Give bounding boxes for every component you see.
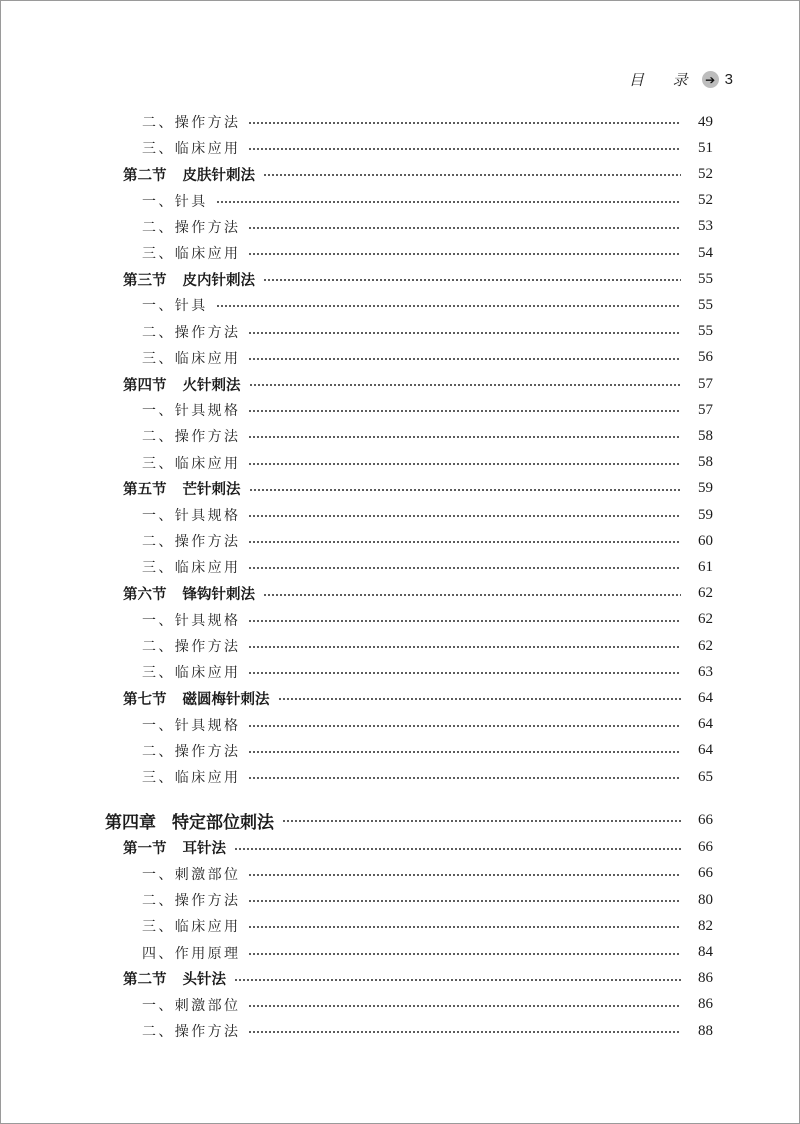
toc-section-number: 第一节 [123, 841, 167, 858]
toc-item[interactable] [142, 345, 713, 371]
dot-leader [282, 820, 681, 822]
toc-item[interactable] [142, 887, 713, 913]
header-title: 目 录 [628, 71, 700, 89]
toc-item-label: 三、临床应用 [142, 455, 241, 472]
toc-page-number: 64 [698, 716, 713, 733]
toc-page-number: 55 [698, 296, 713, 313]
dot-leader [248, 567, 681, 569]
toc-page-number: 58 [698, 454, 713, 471]
dot-leader [248, 874, 681, 876]
toc-page-number: 61 [698, 558, 713, 575]
dot-leader [249, 489, 682, 491]
dot-leader [248, 1005, 681, 1007]
toc-item[interactable] [142, 659, 713, 685]
toc-item[interactable] [142, 188, 713, 214]
toc-page-number: 59 [698, 480, 713, 497]
dot-leader [263, 594, 681, 596]
toc-page-number: 88 [698, 1022, 713, 1039]
toc-item[interactable] [142, 1018, 713, 1044]
toc-page-number: 66 [698, 865, 713, 882]
toc-section-label [123, 583, 255, 604]
toc-item-label: 一、针具规格 [142, 508, 241, 524]
dot-leader [248, 227, 681, 229]
dot-leader [248, 725, 681, 727]
dot-leader [234, 848, 681, 850]
toc-item-label: 一、针具规格 [142, 403, 241, 420]
toc-item-label: 三、临床应用 [142, 560, 241, 577]
dot-leader [263, 174, 681, 176]
running-header [629, 69, 733, 90]
toc-page-number: 62 [698, 611, 713, 628]
toc-page-number: 86 [698, 970, 713, 987]
toc-item[interactable] [142, 450, 713, 476]
toc-item-label: 一、针具 [142, 298, 208, 315]
toc-section-label [123, 374, 241, 395]
toc-item[interactable] [142, 214, 713, 240]
toc-item-label: 二、操作方法 [142, 429, 241, 446]
toc-section[interactable] [123, 581, 713, 607]
toc-item-label: 二、操作方法 [142, 534, 241, 551]
toc-section-number: 第七节 [123, 691, 167, 708]
dot-leader [249, 384, 682, 386]
toc-page-number: 86 [698, 996, 713, 1013]
dot-leader [248, 777, 681, 779]
toc-page-number: 60 [698, 532, 713, 549]
toc-section-title: 锋钩针刺法 [182, 587, 255, 604]
toc-page-number: 53 [698, 218, 713, 235]
toc-section-title: 火针刺法 [182, 377, 241, 394]
toc-section-title: 皮内针刺法 [182, 272, 255, 289]
toc-item-label: 二、操作方法 [142, 743, 241, 760]
toc-page-number: 57 [698, 401, 713, 418]
toc-item-label: 二、操作方法 [142, 324, 241, 341]
dot-leader [216, 201, 681, 203]
toc-section[interactable] [123, 371, 713, 397]
dot-leader [248, 900, 681, 902]
dot-leader [248, 410, 681, 412]
toc-section[interactable] [123, 476, 713, 502]
toc-item[interactable] [142, 633, 713, 659]
toc-item[interactable] [142, 913, 713, 939]
dot-leader [248, 463, 681, 465]
toc-item-label: 二、操作方法 [142, 893, 241, 910]
toc-item-label: 一、针具 [142, 193, 208, 210]
dot-leader [248, 332, 681, 334]
toc-item-label: 一、刺激部位 [142, 866, 241, 883]
toc-page-number: 55 [698, 323, 713, 340]
toc-item-label: 三、临床应用 [142, 770, 241, 786]
toc-section[interactable] [123, 161, 713, 187]
toc-section-number: 第二节 [123, 167, 167, 184]
dot-leader [248, 953, 681, 955]
toc-section-label [123, 968, 226, 989]
toc-section-label [123, 478, 241, 499]
toc-item[interactable] [142, 135, 713, 161]
toc-section[interactable] [123, 835, 713, 861]
toc-item-label: 一、刺激部位 [142, 997, 241, 1014]
toc-section-label [123, 164, 255, 185]
arrow-right-circle-icon: ➔ [702, 71, 719, 88]
toc-page-number: 57 [698, 375, 713, 392]
toc-section-title: 头针法 [182, 972, 226, 989]
toc-item[interactable] [142, 109, 713, 135]
dot-leader [248, 515, 681, 517]
toc-item-label: 三、临床应用 [142, 141, 241, 158]
dot-leader [248, 672, 681, 674]
toc-section-label [123, 688, 270, 709]
toc-section-number: 第五节 [123, 482, 167, 499]
toc-page-number: 54 [698, 244, 713, 261]
toc-section[interactable] [123, 966, 713, 992]
toc-page-number: 58 [698, 427, 713, 444]
toc-item[interactable] [142, 712, 713, 738]
toc-item[interactable] [142, 607, 713, 633]
header-page-number: 3 [724, 71, 733, 88]
toc-item[interactable] [142, 423, 713, 449]
toc-section-number: 第六节 [123, 587, 167, 604]
toc-page-number: 65 [698, 768, 713, 785]
toc-item[interactable] [142, 319, 713, 345]
toc-item-label: 二、操作方法 [142, 115, 241, 131]
toc-item[interactable] [142, 738, 713, 764]
toc-page-number: 80 [698, 891, 713, 908]
toc-item-label: 四、作用原理 [142, 945, 241, 962]
dot-leader [248, 926, 681, 928]
dot-leader [278, 698, 682, 700]
toc-item-label: 二、操作方法 [142, 639, 241, 655]
toc-page-number: 62 [698, 637, 713, 654]
dot-leader [248, 541, 681, 543]
toc-page-number: 52 [698, 165, 713, 182]
toc-page-number: 84 [698, 944, 713, 960]
toc-item-label: 三、临床应用 [142, 350, 241, 367]
toc-chapter-number: 第四章 [105, 812, 156, 833]
toc-page-number: 64 [698, 689, 713, 706]
toc-page-number: 52 [698, 192, 713, 209]
toc-item[interactable] [142, 940, 713, 966]
toc-item[interactable] [142, 861, 713, 887]
toc-page-number: 66 [698, 811, 713, 828]
toc-item[interactable] [142, 764, 713, 790]
toc-chapter-title: 特定部位刺法 [172, 812, 274, 833]
toc-section-number: 第二节 [123, 972, 167, 989]
dot-leader [248, 253, 681, 255]
toc-item-label: 一、针具规格 [142, 612, 241, 629]
dot-leader [248, 620, 681, 622]
toc-section-number: 第四节 [123, 377, 167, 394]
toc-page-number: 51 [698, 139, 713, 156]
toc-item-label: 三、临床应用 [142, 246, 241, 262]
toc-item[interactable] [142, 397, 713, 423]
toc-page-number: 49 [698, 113, 713, 130]
toc-item-label: 三、临床应用 [142, 665, 241, 682]
toc-page-number: 62 [698, 585, 713, 602]
toc-item-label: 一、针具规格 [142, 717, 241, 734]
toc-chapter-label [105, 808, 274, 833]
toc-item[interactable] [142, 240, 713, 266]
toc-section[interactable] [123, 266, 713, 292]
toc-section-label [123, 269, 255, 290]
toc-section-number: 第三节 [123, 272, 167, 289]
toc-item-label: 二、操作方法 [142, 219, 241, 236]
toc-item[interactable] [142, 528, 713, 554]
dot-leader [248, 122, 681, 124]
toc-section-title: 磁圆梅针刺法 [182, 691, 270, 708]
toc-item[interactable] [142, 554, 713, 580]
toc-page-number: 66 [698, 839, 713, 856]
dot-leader [263, 279, 681, 281]
toc-item[interactable] [142, 992, 713, 1018]
toc-item-label: 三、临床应用 [142, 919, 241, 936]
toc-page-number: 55 [698, 270, 713, 287]
dot-leader [248, 436, 681, 438]
dot-leader [248, 358, 681, 360]
toc-section-label [123, 837, 226, 858]
toc-chapter[interactable] [105, 807, 713, 833]
toc-section[interactable] [123, 685, 713, 711]
dot-leader [248, 1031, 681, 1033]
dot-leader [248, 148, 681, 150]
dot-leader [248, 646, 681, 648]
toc-page-number: 64 [698, 742, 713, 759]
toc-page-number: 82 [698, 917, 713, 934]
toc-section-title: 耳针法 [182, 841, 226, 858]
dot-leader [248, 751, 681, 753]
toc-item[interactable] [142, 292, 713, 318]
toc-page-number: 63 [698, 663, 713, 680]
toc-page-number: 56 [698, 349, 713, 366]
dot-leader [234, 979, 681, 981]
toc-section-title: 芒针刺法 [182, 482, 241, 499]
dot-leader [216, 305, 681, 307]
toc-item-label: 二、操作方法 [142, 1024, 241, 1041]
toc-section-title: 皮肤针刺法 [182, 167, 255, 184]
toc-item[interactable] [142, 502, 713, 528]
toc-page-number: 59 [698, 506, 713, 523]
